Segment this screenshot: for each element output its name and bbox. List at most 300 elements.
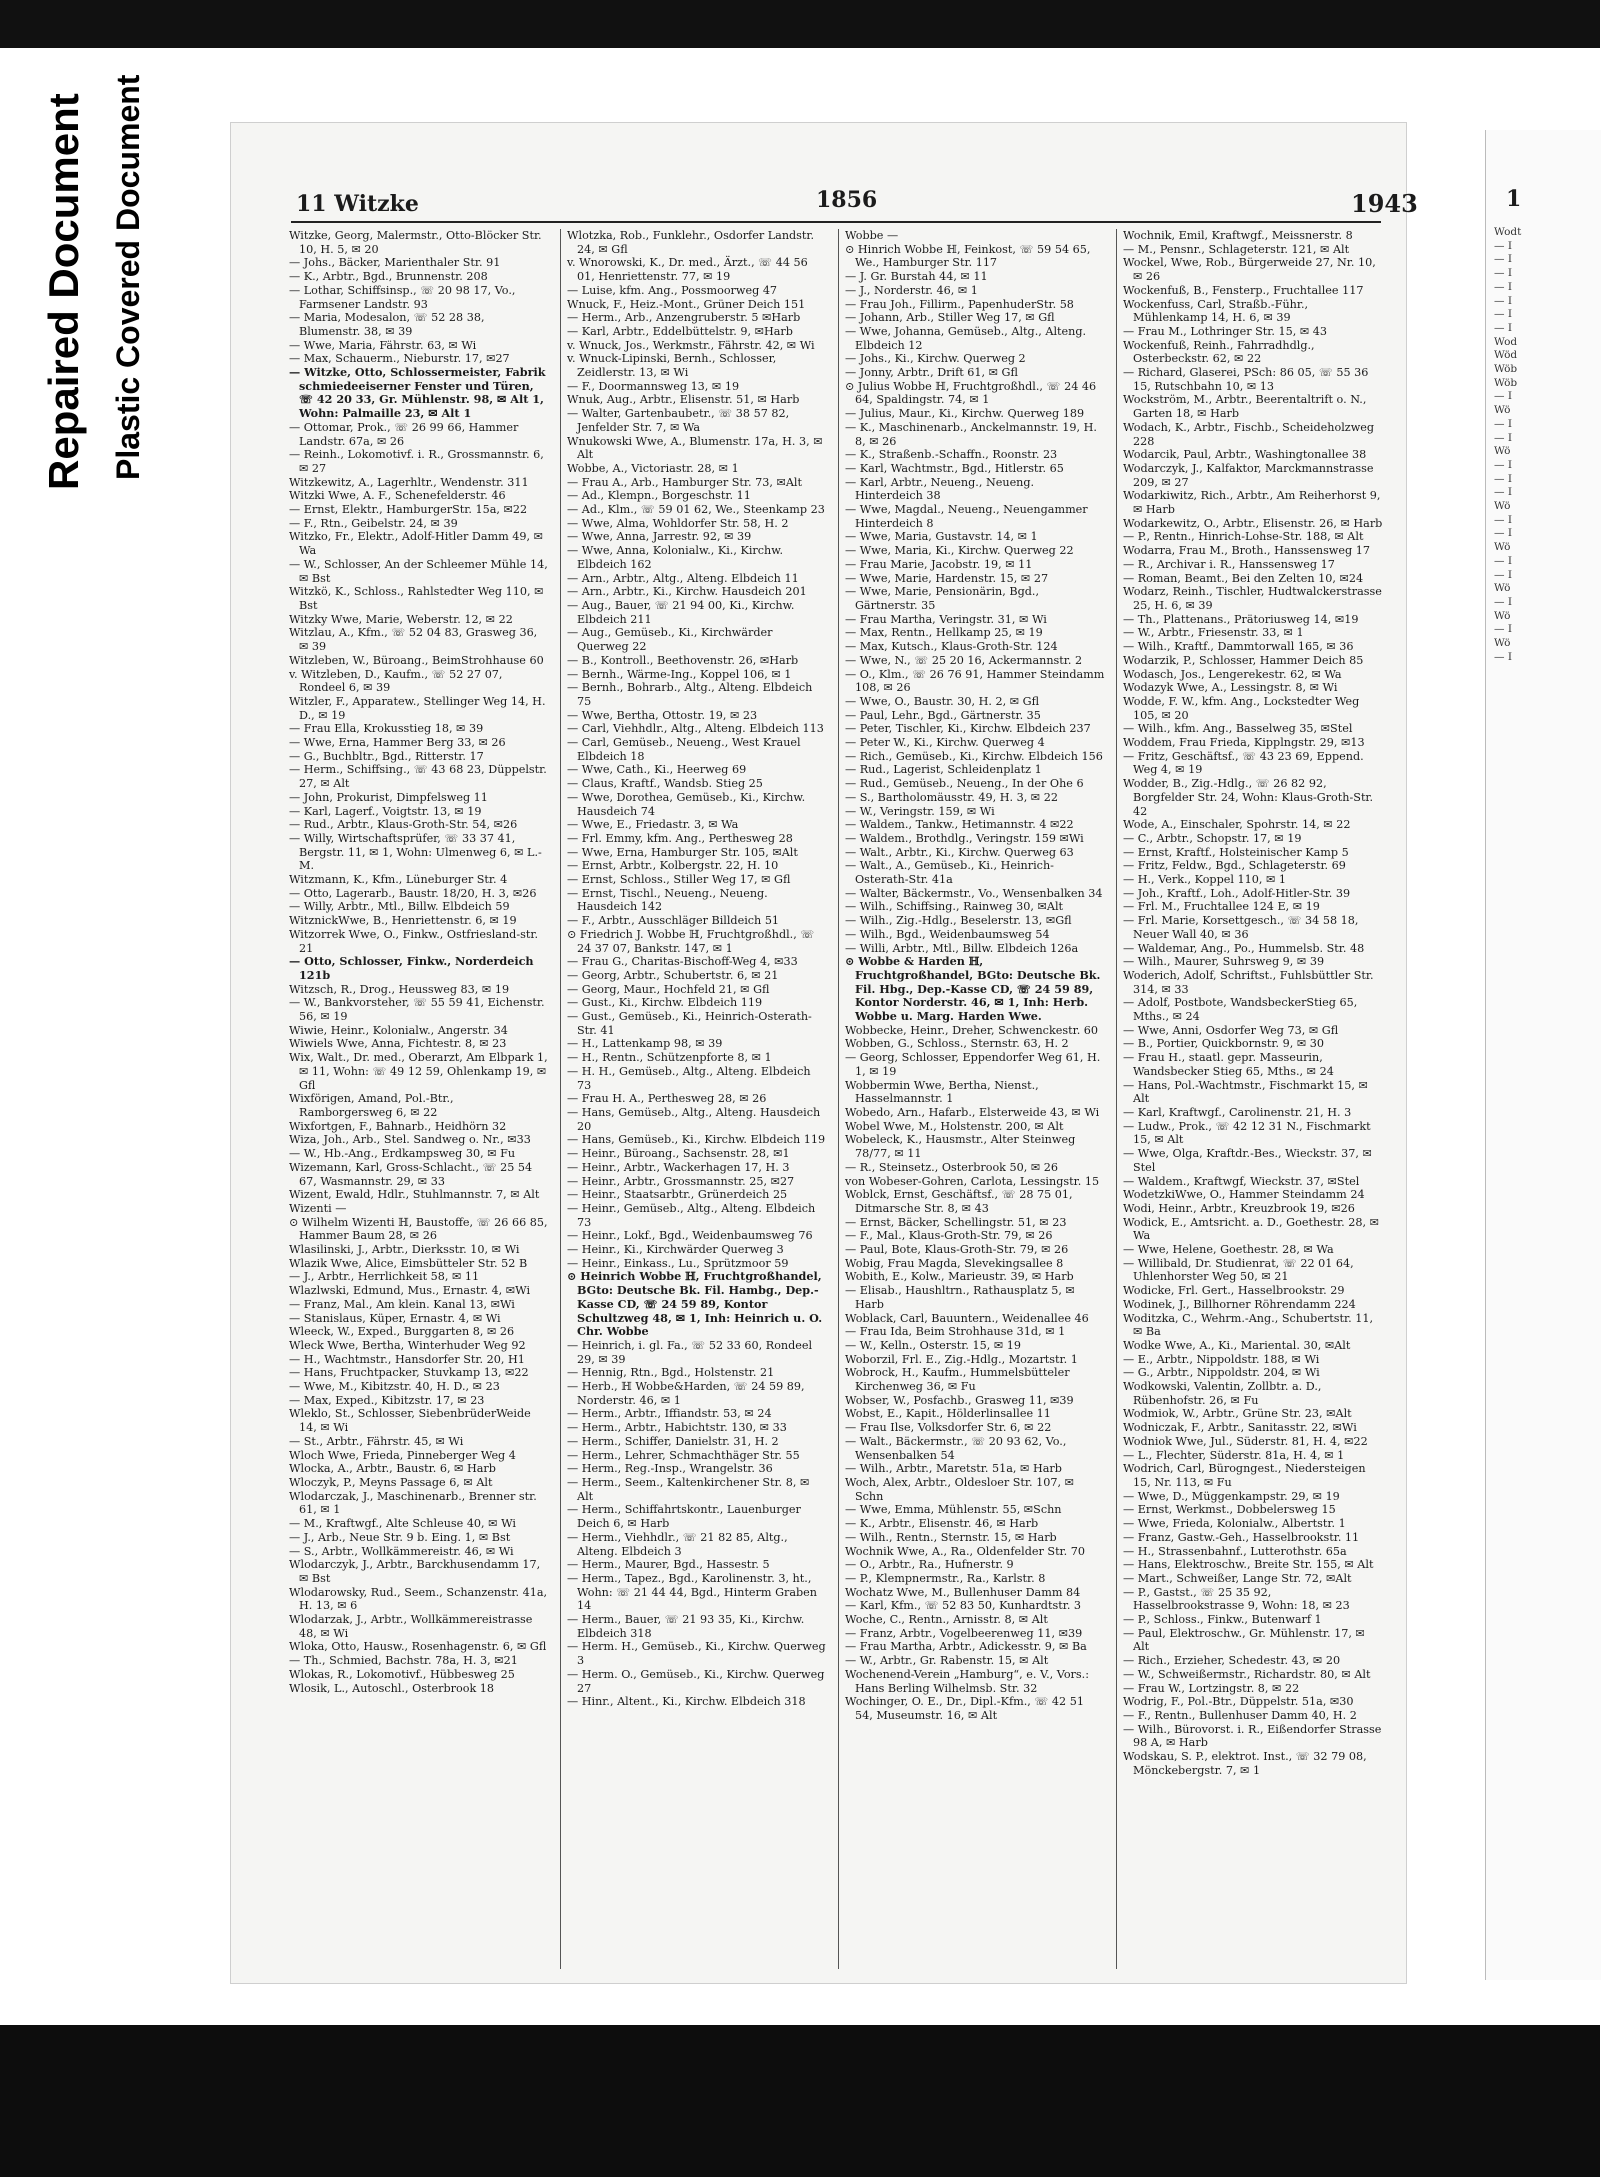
directory-entry: — Peter W., Ki., Kirchw. Querweg 4 [845, 736, 1045, 750]
directory-entry: Wodmiok, W., Arbtr., Grüne Str. 23, ✉Alt [1123, 1407, 1352, 1421]
directory-entry: — John, Prokurist, Dimpfelsweg 11 [289, 790, 488, 804]
directory-entry: — Ernst, Werkmst., Dobbelersweg 15 [1123, 1503, 1336, 1517]
directory-entry: — Waldem., Tankw., Hetimannstr. 4 ✉22 [845, 818, 1074, 832]
directory-entry: — Hans, Gemüseb., Altg., Alteng. Hausdeich 20 [567, 1106, 821, 1133]
directory-entry: — Wilh., Maurer, Suhrsweg 9, ✉ 39 [1123, 955, 1325, 969]
directory-entry: — Ad., Klm., ☏ 59 01 62, We., Steenkamp 23 [567, 503, 825, 517]
adjacent-entry-fragment: — I [1494, 486, 1512, 499]
directory-entry: — Georg, Arbtr., Schubertstr. 6, ✉ 21 [567, 968, 779, 982]
directory-entry: — Wwe, D., Müggenkampstr. 29, ✉ 19 [1123, 1489, 1340, 1503]
directory-entry: — G., Buchbltr., Bgd., Ritterstr. 17 [289, 749, 484, 763]
directory-entry: Wodskau, S. P., elektrot. Inst., ☏ 32 79 08, Mönckebergstr. 7, ✉ 1 [1123, 1750, 1367, 1777]
directory-entry: Wochnik Wwe, A., Ra., Oldenfelder Str. 70 [845, 1544, 1086, 1558]
directory-entry: Wockenfuß, B., Fensterp., Fruchtallee 117 [1123, 283, 1364, 297]
directory-entry: — Frl. Marie, Korsettgesch., ☏ 34 58 18, Neuer Wall 40, ✉ 36 [1123, 914, 1359, 941]
adjacent-entry-fragment: — I [1494, 513, 1512, 526]
directory-entry: — H. H., Gemüseb., Altg., Alteng. Elbdeich 73 [567, 1064, 811, 1092]
directory-entry: Wobbe — [845, 229, 899, 242]
directory-page [230, 122, 1418, 1984]
directory-entry: Wiwiels Wwe, Anna, Fichtestr. 8, ✉ 23 [289, 1037, 507, 1051]
directory-entry: — Claus, Kraftf., Wandsb. Stieg 25 [567, 777, 763, 791]
directory-entry: Witzsch, R., Drog., Heussweg 83, ✉ 19 [289, 982, 510, 996]
directory-entry: — Willy, Wirtschaftsprüfer, ☏ 33 37 41, Bergstr. 11, ✉ 1, Wohn: Ulmenweg 6, ✉ L.-M. [289, 831, 542, 873]
directory-entry: — Wwe, Cath., Ki., Heerweg 69 [567, 763, 747, 777]
directory-entry: Wochatz Wwe, M., Bullenhuser Damm 84 [845, 1585, 1081, 1599]
directory-entry: Wodarzik, P., Schlosser, Hammer Deich 85 [1123, 653, 1364, 667]
directory-entry: Wloczyk, P., Meyns Passage 6, ✉ Alt [289, 1475, 493, 1489]
directory-entry: ⊙ Wobbe & Harden ℍ, Fruchtgroßhandel, BGto: Deutsche Bk. Fil. Hbg., Dep.-Kasse CD, ☏ 24 59 89, Kontor Norderstr. 46, ✉ 1, Inh: Herb. Wobbe u. Marg. Harden Wwe. [845, 954, 1101, 1024]
directory-entry: — Wilh., Kraftf., Dammtorwall 165, ✉ 36 [1123, 640, 1354, 654]
directory-entry: — Walt., A., Gemüseb., Ki., Heinrich-Osterath-Str. 41a [845, 859, 1054, 887]
directory-entry: Woblck, Ernst, Geschäftsf., ☏ 28 75 01, Ditmarsche Str. 8, ✉ 43 [845, 1188, 1073, 1215]
directory-entry: — Frau Ida, Beim Strohhause 31d, ✉ 1 [845, 1325, 1066, 1339]
directory-entry: — G., Arbtr., Nippoldstr. 204, ✉ Wi [1123, 1366, 1320, 1380]
column-1 [289, 229, 549, 1969]
adjacent-page-edge [1485, 130, 1601, 1980]
repaired-document-label: Repaired Document [40, 93, 87, 490]
directory-entry: Wlokas, R., Lokomotivf., Hübbesweg 25 [289, 1667, 515, 1681]
directory-entry: Wixförigen, Amand, Pol.-Btr., Ramborgersweg 6, ✉ 22 [289, 1092, 454, 1119]
directory-entry: — Wwe, Anni, Osdorfer Weg 73, ✉ Gfl [1123, 1023, 1339, 1037]
directory-entry: Wlodarzak, J., Arbtr., Wollkämmereistrasse 48, ✉ Wi [289, 1613, 533, 1640]
adjacent-entry-fragment: Wodt [1494, 226, 1522, 238]
adjacent-entry-fragment: — I [1494, 623, 1512, 636]
adjacent-entry-fragment: Wö [1494, 500, 1511, 513]
directory-entry: — Willy, Arbtr., Mtl., Billw. Elbdeich 59 [289, 900, 510, 914]
adjacent-entry-fragment: — I [1494, 280, 1512, 293]
directory-entry: — Herm., Schiffsing., ☏ 43 68 23, Düppelstr. 27, ✉ Alt [289, 763, 547, 791]
directory-entry: — Frau Martha, Arbtr., Adickesstr. 9, ✉ Ba [845, 1640, 1087, 1654]
directory-entry: — Bernh., Wärme-Ing., Koppel 106, ✉ 1 [567, 667, 792, 681]
directory-entry: — S., Arbtr., Wollkämmereistr. 46, ✉ Wi [289, 1544, 514, 1558]
directory-entry: — Herm., Arbtr., Habichtstr. 130, ✉ 33 [567, 1421, 787, 1435]
directory-entry: — F., Rtn., Geibelstr. 24, ✉ 39 [289, 516, 458, 530]
directory-entry: ⊙ Wilhelm Wizenti ℍ, Baustoffe, ☏ 26 66 85, Hammer Baum 28, ✉ 26 [289, 1215, 548, 1243]
directory-entry: — Luise, kfm. Ang., Possmoorweg 47 [567, 283, 778, 297]
adjacent-entry-fragment: — I [1494, 431, 1512, 444]
directory-entry: — Karl, Kraftwgf., Carolinenstr. 21, H. 3 [1123, 1106, 1352, 1119]
directory-entry: Wodrig, F., Pol.-Btr., Düppelstr. 51a, ✉30 [1123, 1695, 1354, 1709]
directory-entry: — Carl, Viehhdlr., Altg., Alteng. Elbdeich 113 [567, 722, 824, 736]
directory-entry: — Herm. H., Gemüseb., Ki., Kirchw. Querweg 3 [567, 1640, 826, 1668]
header-year: 1856 [816, 187, 878, 213]
directory-entry: — Frau Ilse, Volksdorfer Str. 6, ✉ 22 [845, 1421, 1052, 1435]
directory-entry: — Heinr., Büroang., Sachsenstr. 28, ✉1 [567, 1147, 790, 1161]
directory-entry: — J., Norderstr. 46, ✉ 1 [845, 283, 978, 297]
directory-entry: — Herm., Reg.-Insp., Wrangelstr. 36 [567, 1462, 773, 1476]
directory-entry: Woche, C., Rentn., Arnisstr. 8, ✉ Alt [845, 1613, 1048, 1627]
header-page-number: 1943 [1351, 189, 1418, 218]
directory-entry: — Frau Martha, Veringstr. 31, ✉ Wi [845, 612, 1047, 626]
directory-entry: ⊙ Friedrich J. Wobbe ℍ, Fruchtgroßhdl., ☏ 24 37 07, Bankstr. 147, ✉ 1 [567, 927, 815, 955]
directory-entry: — Max, Schauerm., Nieburstr. 17, ✉27 [289, 352, 510, 366]
directory-entry: — Frau Marie, Jacobstr. 19, ✉ 11 [845, 557, 1033, 571]
directory-entry: — B., Portier, Quickbornstr. 9, ✉ 30 [1123, 1037, 1325, 1051]
directory-entry: — Wwe, E., Friedastr. 3, ✉ Wa [567, 818, 739, 832]
directory-entry: — Herm., Schiffer, Danielstr. 31, H. 2 [567, 1434, 779, 1448]
directory-entry: ⊙ Heinrich Wobbe ℍ, Fruchtgroßhandel, BGto: Deutsche Bk. Fil. Hambg., Dep.-Kasse CD, ☏ 24 59 89, Kontor Schultzweg 48, ✉ 1, Inh: Heinrich u. O. Chr. Wobbe [567, 1269, 823, 1339]
directory-entry: Wiza, Joh., Arb., Stel. Sandweg o. Nr., ✉33 [289, 1133, 531, 1147]
directory-entry: ⊙ Hinrich Wobbe ℍ, Feinkost, ☏ 59 54 65, We., Hamburger Str. 117 [845, 242, 1091, 270]
directory-entry: Witzorrek Wwe, O., Finkw., Ostfriesland-str. 21 [289, 927, 539, 955]
directory-entry: — Wwe, Bertha, Ottostr. 19, ✉ 23 [567, 708, 758, 722]
directory-entry: — Waldem., Brothdlg., Veringstr. 159 ✉Wi [845, 831, 1084, 845]
directory-entry: — K., Straßenb.-Schaffn., Roonstr. 23 [845, 448, 1058, 462]
directory-entry: Wodarra, Frau M., Broth., Hanssensweg 17 [1123, 544, 1370, 558]
directory-entry: — Wwe, Frieda, Kolonialw., Albertstr. 1 [1123, 1517, 1346, 1531]
directory-entry: Witzkewitz, A., Lagerhltr., Wendenstr. 311 [289, 475, 529, 489]
directory-entry: Wleklo, St., Schlosser, SiebenbrüderWeide 14, ✉ Wi [289, 1407, 531, 1435]
directory-entry: Wlazlwski, Edmund, Mus., Ernastr. 4, ✉Wi [289, 1284, 531, 1298]
directory-entry: — J. Gr. Burstah 44, ✉ 11 [845, 270, 988, 284]
directory-entry: Wode, A., Einschaler, Spohrstr. 14, ✉ 22 [1123, 818, 1351, 832]
directory-columns [289, 229, 1384, 1969]
directory-entry: Wodach, K., Arbtr., Fischb., Scheideholzweg 228 [1123, 420, 1375, 448]
directory-entry: Wobst, E., Kapit., Hölderlinsallee 11 [845, 1407, 1051, 1421]
directory-entry: Wobser, W., Posfachb., Grasweg 11, ✉39 [845, 1393, 1074, 1407]
directory-entry: — Willibald, Dr. Studienrat, ☏ 22 01 64, Uhlenhorster Weg 50, ✉ 21 [1123, 1256, 1354, 1284]
adjacent-entry-fragment: Wöb [1494, 376, 1518, 389]
directory-entry: Wodarczyk, J., Kalfaktor, Marckmannstrasse 209, ✉ 27 [1123, 461, 1374, 489]
directory-entry: Wodasch, Jos., Lengerekestr. 62, ✉ Wa [1123, 667, 1342, 681]
directory-entry: — Fritz, Feldw., Bgd., Schlageterstr. 69 [1123, 859, 1346, 873]
directory-entry: — Hans, Elektroschw., Breite Str. 155, ✉ Alt [1123, 1558, 1374, 1572]
directory-entry: — L., Flechter, Süderstr. 81a, H. 4, ✉ 1 [1123, 1448, 1345, 1462]
directory-entry: — Johs., Bäcker, Marienthaler Str. 91 [289, 256, 501, 270]
adjacent-entry-fragment: Wö [1494, 609, 1511, 622]
directory-entry: — Ernst, Tischl., Neueng., Neueng. Hausdeich 142 [567, 886, 768, 914]
directory-entry: — F., Mal., Klaus-Groth-Str. 79, ✉ 26 [845, 1229, 1053, 1243]
directory-entry: — Heinr., Ki., Kirchwärder Querweg 3 [567, 1243, 784, 1257]
directory-entry: Wodkowski, Valentin, Zollbtr. a. D., Rübenhofstr. 26, ✉ Fu [1123, 1380, 1322, 1407]
directory-entry: Wodazyk Wwe, A., Lessingstr. 8, ✉ Wi [1123, 681, 1338, 695]
directory-entry: — Aug., Bauer, ☏ 21 94 00, Ki., Kirchw. Elbdeich 211 [567, 598, 795, 626]
column-4 [1123, 229, 1383, 1969]
directory-entry: Wixfortgen, F., Bahnarb., Heidhörn 32 [289, 1119, 507, 1133]
directory-entry: — Joh., Kraftf., Loh., Adolf-Hitler-Str. 39 [1123, 886, 1351, 900]
directory-entry: Wochnik, Emil, Kraftwgf., Meissnerstr. 8 [1123, 229, 1353, 242]
directory-entry: Wockel, Wwe, Rob., Bürgerweide 27, Nr. 10, ✉ 26 [1123, 256, 1376, 284]
directory-entry: — Otto, Lagerarb., Baustr. 18/20, H. 3, ✉26 [289, 886, 537, 900]
directory-entry: — W., Kelln., Osterstr. 15, ✉ 19 [845, 1338, 1022, 1352]
directory-entry: — Ernst, Elektr., HamburgerStr. 15a, ✉22 [289, 503, 528, 517]
directory-entry: Witzky Wwe, Marie, Weberstr. 12, ✉ 22 [289, 612, 513, 626]
directory-entry: — Wwe, M., Kibitzstr. 40, H. D., ✉ 23 [289, 1380, 500, 1394]
directory-entry: — Rud., Gemüseb., Neueng., In der Ohe 6 [845, 777, 1084, 791]
directory-entry: Wobben, G., Schloss., Sternstr. 63, H. 2 [845, 1037, 1069, 1051]
adjacent-entry-fragment: — I [1494, 595, 1512, 608]
adjacent-entry-fragment: Wod [1494, 335, 1518, 348]
directory-entry: — Franz, Mal., Am klein. Kanal 13, ✉Wi [289, 1297, 515, 1311]
directory-entry: — S., Bartholomäusstr. 49, H. 3, ✉ 22 [845, 790, 1058, 804]
adjacent-entry-fragment: — I [1494, 308, 1512, 321]
directory-entry: — M., Pensnr., Schlageterstr. 121, ✉ Alt [1123, 242, 1350, 256]
directory-entry: — Waldemar, Ang., Po., Hummelsb. Str. 48 [1123, 941, 1365, 955]
adjacent-entry-fragment: Wöb [1494, 363, 1518, 376]
directory-entry: — W., Schweißermstr., Richardstr. 80, ✉ Alt [1123, 1667, 1371, 1681]
directory-entry: — Heinr., Staatsarbtr., Grünerdeich 25 [567, 1188, 788, 1202]
directory-entry: — H., Verk., Koppel 110, ✉ 1 [1123, 873, 1287, 887]
directory-entry: Wloch Wwe, Frieda, Pinneberger Weg 4 [289, 1448, 516, 1462]
directory-entry: — Gust., Ki., Kirchw. Elbdeich 119 [567, 996, 763, 1010]
directory-entry: — R., Archivar i. R., Hanssensweg 17 [1123, 557, 1335, 571]
directory-entry: Wodarkiwitz, Rich., Arbtr., Am Reiherhorst 9, ✉ Harb [1123, 489, 1381, 517]
directory-entry: — Hinr., Altent., Ki., Kirchw. Elbdeich 318 [567, 1695, 806, 1709]
directory-entry: — Hennig, Rtn., Bgd., Holstenstr. 21 [567, 1366, 775, 1380]
adjacent-entry-fragment: — I [1494, 472, 1512, 485]
directory-entry: — Ludw., Prok., ☏ 42 12 31 N., Fischmarkt 15, ✉ Alt [1123, 1119, 1371, 1147]
directory-entry: — Wwe, Marie, Pensionärin, Bgd., Gärtnerstr. 35 [845, 585, 1040, 612]
directory-entry: Wobbe, A., Victoriastr. 28, ✉ 1 [567, 461, 739, 475]
directory-entry: — Hans, Pol.-Wachtmstr., Fischmarkt 15, ✉ Alt [1123, 1078, 1368, 1106]
directory-entry: — Karl, Arbtr., Eddelbüttelstr. 9, ✉Harb [567, 324, 793, 338]
directory-entry: — Wwe, Johanna, Gemüseb., Altg., Alteng. Elbdeich 12 [845, 324, 1087, 352]
directory-entry: Wodrich, Carl, Bürogngest., Niedersteigen 15, Nr. 113, ✉ Fu [1123, 1462, 1366, 1489]
directory-entry: Woch, Alex, Arbtr., Oldesloer Str. 107, ✉ Schn [845, 1475, 1074, 1503]
directory-entry: — W., Schlosser, An der Schleemer Mühle 14, ✉ Bst [289, 557, 548, 585]
page-header [231, 123, 1418, 233]
directory-entry: — Paul, Lehr., Bgd., Gärtnerstr. 35 [845, 708, 1041, 722]
directory-entry: v. Wnuck, Jos., Werkmstr., Fährstr. 42, ✉ Wi [567, 338, 815, 352]
directory-entry: — Rich., Gemüseb., Ki., Kirchw. Elbdeich 156 [845, 749, 1103, 763]
directory-entry: — K., Maschinenarb., Anckelmannstr. 19, H. 8, ✉ 26 [845, 420, 1097, 448]
directory-entry: Wloka, Otto, Hausw., Rosenhagenstr. 6, ✉ Gfl [289, 1640, 547, 1654]
directory-entry: — Wwe, N., ☏ 25 20 16, Ackermannstr. 2 [845, 653, 1083, 667]
directory-entry: — B., Kontroll., Beethovenstr. 26, ✉Harb [567, 653, 799, 667]
adjacent-entry-fragment: Wö [1494, 637, 1511, 650]
directory-entry: — Karl, Lagerf., Voigtstr. 13, ✉ 19 [289, 804, 482, 818]
directory-entry: Wlodarowsky, Rud., Seem., Schanzenstr. 41a, H. 13, ✉ 6 [289, 1585, 548, 1613]
directory-entry: Wochinger, O. E., Dr., Dipl.-Kfm., ☏ 42 51 54, Museumstr. 16, ✉ Alt [845, 1695, 1084, 1722]
adjacent-entry-fragment: — I [1494, 294, 1512, 307]
directory-entry: — Herb., ℍ Wobbe&Harden, ☏ 24 59 89, Norderstr. 46, ✉ 1 [567, 1380, 805, 1407]
directory-entry: — Heinr., Arbtr., Wackerhagen 17, H. 3 [567, 1160, 790, 1174]
directory-entry: — Frau H., staatl. gepr. Masseurin, Wandsbecker Stieg 65, Mths., ✉ 24 [1123, 1051, 1334, 1078]
directory-entry: Wodinek, J., Billhorner Röhrendamm 224 [1123, 1297, 1356, 1311]
directory-entry: — Georg, Schlosser, Eppendorfer Weg 61, H. 1, ✉ 19 [845, 1051, 1101, 1078]
directory-entry: — Walter, Gartenbaubetr., ☏ 38 57 82, Jenfelder Str. 7, ✉ Wa [567, 407, 790, 434]
directory-entry: Wodniczak, F., Arbtr., Sanitasstr. 22, ✉Wi [1123, 1421, 1357, 1435]
directory-entry: Wockenfuß, Reinh., Fahrradhdlg., Osterbeckstr. 62, ✉ 22 [1123, 338, 1315, 366]
directory-entry: — Witzke, Otto, Schlossermeister, Fabrik schmiedeeiserner Fenster und Türen, ☏ 42 20 33, Gr. Mühlenstr. 98, ✉ Alt 1, Wohn: Palmaille 23, ✉ Alt 1 [289, 365, 546, 421]
directory-entry: — Ernst, Bäcker, Schellingstr. 51, ✉ 23 [845, 1215, 1067, 1229]
directory-entry: — Wwe, Marie, Hardenstr. 15, ✉ 27 [845, 571, 1049, 585]
directory-entry: — H., Strassenbahnf., Lutterothstr. 65a [1123, 1544, 1347, 1558]
directory-entry: — Walt., Bäckermstr., ☏ 20 93 62, Vo., Wensenbalken 54 [845, 1434, 1067, 1462]
directory-entry: — Willi, Arbtr., Mtl., Billw. Elbdeich 126a [845, 941, 1079, 955]
adjacent-page-column [1494, 226, 1594, 665]
directory-entry: Wizenti — [289, 1201, 347, 1215]
directory-entry: — Frau W., Lortzingstr. 8, ✉ 22 [1123, 1681, 1300, 1695]
directory-entry: — Ernst, Kraftf., Holsteinischer Kamp 5 [1123, 845, 1349, 859]
directory-entry: Wlazik Wwe, Alice, Eimsbütteler Str. 52 B [289, 1256, 528, 1270]
scan-top-band [0, 0, 1600, 48]
directory-entry: Wodke Wwe, A., Ki., Mariental. 30, ✉Alt [1123, 1338, 1351, 1352]
directory-entry: — Wilh., Bgd., Weidenbaumsweg 54 [845, 927, 1050, 941]
directory-entry: Wlosik, L., Autoschl., Osterbrook 18 [289, 1681, 495, 1695]
directory-entry: Woderich, Adolf, Schriftst., Fuhlsbüttler Str. 314, ✉ 33 [1123, 968, 1374, 996]
adjacent-entry-fragment: — I [1494, 554, 1512, 567]
adjacent-entry-fragment: — I [1494, 267, 1512, 280]
directory-entry: Woblack, Carl, Bauuntern., Weidenallee 46 [845, 1311, 1089, 1325]
directory-entry: Witzmann, K., Kfm., Lüneburger Str. 4 [289, 873, 508, 887]
directory-entry: — Ad., Klempn., Borgeschstr. 11 [567, 489, 751, 503]
directory-entry: — Frau H. A., Perthesweg 28, ✉ 26 [567, 1092, 767, 1106]
directory-entry: — E., Arbtr., Nippoldstr. 188, ✉ Wi [1123, 1352, 1320, 1366]
directory-entry: — Frau M., Lothringer Str. 15, ✉ 43 [1123, 324, 1327, 338]
directory-entry: — Stanislaus, Küper, Ernastr. 4, ✉ Wi [289, 1311, 501, 1325]
directory-entry: Wlodarczak, J., Maschinenarb., Brenner str. 61, ✉ 1 [289, 1489, 537, 1517]
directory-entry: — Paul, Bote, Klaus-Groth-Str. 79, ✉ 26 [845, 1243, 1069, 1257]
directory-entry: Woditzka, C., Wehrm.-Ang., Schubertstr. 11, ✉ Ba [1123, 1311, 1374, 1339]
directory-entry: — Wwe, O., Baustr. 30, H. 2, ✉ Gfl [845, 694, 1040, 708]
directory-entry: — Georg, Maur., Hochfeld 21, ✉ Gfl [567, 982, 770, 996]
directory-entry: — Wilh., kfm. Ang., Basselweg 35, ✉Stel [1123, 722, 1353, 736]
directory-entry: — Wwe, Olga, Kraftdr.-Bes., Wieckstr. 37, ✉ Stel [1123, 1147, 1372, 1174]
directory-entry: Wizemann, Karl, Gross-Schlacht., ☏ 25 54 67, Wasmannstr. 29, ✉ 33 [289, 1160, 533, 1188]
directory-entry: — St., Arbtr., Fährstr. 45, ✉ Wi [289, 1434, 464, 1448]
directory-entry: — Wilh., Schiffsing., Rainweg 30, ✉Alt [845, 900, 1064, 914]
directory-entry: — Johs., Ki., Kirchw. Querweg 2 [845, 352, 1026, 366]
column-divider [1116, 229, 1117, 1969]
directory-entry: — Carl, Gemüseb., Neueng., West Krauel Elbdeich 18 [567, 736, 801, 763]
directory-entry: — Jonny, Arbtr., Drift 61, ✉ Gfl [845, 366, 1018, 380]
column-divider [560, 229, 561, 1969]
directory-entry: — Frau A., Arb., Hamburger Str. 73, ✉Alt [567, 475, 802, 489]
directory-entry: — Karl, Kfm., ☏ 52 83 50, Kunhardtstr. 3 [845, 1599, 1082, 1613]
directory-entry: Woborzil, Frl. E., Zig.-Hdlg., Mozartstr. 1 [845, 1352, 1078, 1366]
directory-entry: — W., Veringstr. 159, ✉ Wi [845, 804, 995, 818]
adjacent-entry-fragment: — I [1494, 568, 1512, 581]
directory-entry: Wodder, B., Zig.-Hdlg., ☏ 26 82 92, Borgfelder Str. 24, Wohn: Klaus-Groth-Str. 42 [1123, 777, 1374, 818]
directory-entry: — Herm., Arbtr., Iffiandstr. 53, ✉ 24 [567, 1407, 772, 1421]
directory-entry: Wnukowski Wwe, A., Blumenstr. 17a, H. 3, ✉ Alt [567, 434, 823, 462]
column-divider [838, 229, 839, 1969]
adjacent-entry-fragment: — I [1494, 321, 1512, 334]
directory-entry: — W., Arbtr., Friesenstr. 33, ✉ 1 [1123, 626, 1304, 640]
directory-entry: — Wwe, Alma, Wohldorfer Str. 58, H. 2 [567, 516, 789, 530]
directory-entry: Wodicke, Frl. Gert., Hasselbrookstr. 29 [1123, 1284, 1345, 1298]
directory-entry: — Heinr., Lokf., Bgd., Weidenbaumsweg 76 [567, 1229, 813, 1243]
adjacent-entry-fragment: Wö [1494, 404, 1511, 417]
directory-entry: — Frl. M., Fruchtallee 124 E, ✉ 19 [1123, 900, 1320, 914]
directory-entry: — Rud., Arbtr., Klaus-Groth-Str. 54, ✉26 [289, 818, 518, 832]
directory-entry: — Wwe, Maria, Ki., Kirchw. Querweg 22 [845, 544, 1074, 558]
directory-entry: — Julius, Maur., Ki., Kirchw. Querweg 189 [845, 407, 1085, 421]
directory-entry: — Frau Ella, Krokusstieg 18, ✉ 39 [289, 722, 484, 736]
directory-entry: — Wwe, Emma, Mühlenstr. 55, ✉Schn [845, 1503, 1062, 1517]
directory-entry: Wlodarczyk, J., Arbtr., Barckhusendamm 17, ✉ Bst [289, 1558, 541, 1585]
directory-entry: — Maria, Modesalon, ☏ 52 28 38, Blumenstr. 38, ✉ 39 [289, 311, 485, 338]
directory-entry: — Hans, Gemüseb., Ki., Kirchw. Elbdeich 119 [567, 1133, 826, 1147]
directory-entry: Wodarcik, Paul, Arbtr., Washingtonallee 38 [1123, 448, 1367, 462]
directory-entry: — Arn., Arbtr., Ki., Kirchw. Hausdeich 201 [567, 585, 807, 599]
directory-entry: Wockenfuss, Carl, Straßb.-Führ., Mühlenkamp 14, H. 6, ✉ 39 [1123, 297, 1309, 325]
directory-entry: — Max, Exped., Kibitzstr. 17, ✉ 23 [289, 1393, 485, 1407]
directory-entry: — Wwe, Erna, Hamburger Str. 105, ✉Alt [567, 845, 798, 859]
directory-entry: — Frau G., Charitas-Bischoff-Weg 4, ✉33 [567, 955, 798, 969]
directory-entry: — Heinr., Gemüseb., Altg., Alteng. Elbdeich 73 [567, 1201, 816, 1229]
directory-entry: — Rich., Erzieher, Schedestr. 43, ✉ 20 [1123, 1654, 1341, 1668]
directory-entry: — J., Arbtr., Herrlichkeit 58, ✉ 11 [289, 1270, 480, 1284]
directory-entry: — W., Arbtr., Gr. Rabenstr. 15, ✉ Alt [845, 1654, 1049, 1668]
directory-entry: — Herm., Arb., Anzengruberstr. 5 ✉Harb [567, 311, 801, 325]
directory-entry: Wnuk, Aug., Arbtr., Elisenstr. 51, ✉ Harb [567, 393, 800, 407]
directory-entry: — Herm., Maurer, Bgd., Hassestr. 5 [567, 1558, 770, 1572]
directory-entry: — Peter, Tischler, Ki., Kirchw. Elbdeich 237 [845, 722, 1091, 736]
adjacent-entry-fragment: Wö [1494, 445, 1511, 458]
directory-entry: Wodick, E., Amtsricht. a. D., Goethestr. 28, ✉ Wa [1123, 1215, 1379, 1243]
plastic-covered-label: Plastic Covered Document [110, 74, 146, 480]
directory-entry: — K., Arbtr., Bgd., Brunnenstr. 208 [289, 270, 488, 284]
directory-entry: Wizent, Ewald, Hdlr., Stuhlmannstr. 7, ✉ Alt [289, 1188, 540, 1202]
directory-entry: Woddem, Frau Frieda, Kipplngstr. 29, ✉13 [1123, 736, 1365, 750]
directory-entry: — H., Rentn., Schützenpforte 8, ✉ 1 [567, 1051, 772, 1065]
directory-entry: — Mart., Schweißer, Lange Str. 72, ✉Alt [1123, 1571, 1352, 1585]
directory-entry: — Walt., Arbtr., Ki., Kirchw. Querweg 63 [845, 845, 1074, 859]
directory-entry: — Ottomar, Prok., ☏ 26 99 66, Hammer Landstr. 67a, ✉ 26 [289, 420, 519, 448]
directory-entry: Wobedo, Arn., Hafarb., Elsterweide 43, ✉ Wi [845, 1106, 1100, 1119]
directory-entry: — Bernh., Bohrarb., Altg., Alteng. Elbdeich 75 [567, 681, 813, 708]
directory-entry: — Wwe, Anna, Jarrestr. 92, ✉ 39 [567, 530, 752, 544]
directory-entry: — Roman, Beamt., Bei den Zelten 10, ✉24 [1123, 571, 1364, 585]
directory-entry: — Reinh., Lokomotivf. i. R., Grossmannstr. 6, ✉ 27 [289, 448, 544, 475]
adjacent-entry-fragment: Wö [1494, 541, 1511, 554]
directory-entry: — Aug., Gemüseb., Ki., Kirchwärder Querweg 22 [567, 626, 773, 654]
directory-entry: Wlocka, A., Arbtr., Baustr. 6, ✉ Harb [289, 1462, 496, 1476]
directory-entry: — Wilh., Zig.-Hdlg., Beselerstr. 13, ✉Gfl [845, 914, 1072, 928]
directory-entry: — Johann, Arb., Stiller Weg 17, ✉ Gfl [845, 311, 1055, 325]
directory-entry: — Wwe, Dorothea, Gemüseb., Ki., Kirchw. Hausdeich 74 [567, 790, 806, 818]
directory-entry: Wobith, E., Kolw., Marieustr. 39, ✉ Harb [845, 1270, 1074, 1284]
directory-entry: — F., Rentn., Bullenhuser Damm 40, H. 2 [1123, 1708, 1357, 1722]
directory-entry: — K., Arbtr., Elisenstr. 46, ✉ Harb [845, 1517, 1039, 1531]
directory-entry: WodetzkiWwe, O., Hammer Steindamm 24 [1123, 1188, 1365, 1202]
directory-entry: — Wwe, Maria, Fährstr. 63, ✉ Wi [289, 338, 477, 352]
directory-entry: Wodniok Wwe, Jul., Süderstr. 81, H. 4, ✉22 [1123, 1434, 1368, 1448]
scan-bottom-band [0, 2025, 1600, 2177]
directory-entry: Wlotzka, Rob., Funklehr., Osdorfer Landstr. 24, ✉ Gfl [567, 229, 815, 256]
directory-entry: — J., Arb., Neue Str. 9 b. Eing. 1, ✉ Bst [289, 1530, 511, 1544]
adjacent-entry-fragment: — I [1494, 417, 1512, 430]
directory-entry: — Otto, Schlosser, Finkw., Norderdeich 121b [289, 954, 534, 982]
directory-entry: — Fritz, Geschäftsf., ☏ 43 23 69, Eppend. Weg 4, ✉ 19 [1123, 749, 1364, 777]
directory-entry: ⊙ Julius Wobbe ℍ, Fruchtgroßhdl., ☏ 24 46 64, Spaldingstr. 74, ✉ 1 [845, 379, 1097, 407]
directory-entry: — R., Steinsetz., Osterbrook 50, ✉ 26 [845, 1160, 1059, 1174]
directory-entry: — Heinrich, i. gl. Fa., ☏ 52 33 60, Rondeel 29, ✉ 39 [567, 1338, 813, 1366]
directory-entry: — Heinr., Einkass., Lu., Sprützmoor 59 [567, 1256, 789, 1270]
directory-entry: — Rud., Lagerist, Schleidenplatz 1 [845, 763, 1042, 777]
directory-entry: — Wwe, Anna, Kolonialw., Ki., Kirchw. Elbdeich 162 [567, 544, 784, 571]
directory-entry: — P., Klempnermstr., Ra., Karlstr. 8 [845, 1571, 1046, 1585]
adjacent-entry-fragment: — I [1494, 458, 1512, 471]
header-rule [291, 221, 1381, 223]
directory-entry: — Arn., Arbtr., Altg., Alteng. Elbdeich 11 [567, 571, 799, 585]
directory-entry: — Frau Joh., Fillirm., PapenhuderStr. 58 [845, 297, 1074, 311]
column-2 [567, 229, 827, 1969]
directory-entry: — P., Schloss., Finkw., Butenwarf 1 [1123, 1613, 1322, 1627]
directory-entry: — Wwe, Maria, Gustavstr. 14, ✉ 1 [845, 530, 1038, 544]
directory-entry: von Wobeser-Gohren, Carlota, Lessingstr. 15 [845, 1174, 1100, 1188]
directory-entry: Wiwie, Heinr., Kolonialw., Angerstr. 34 [289, 1023, 508, 1037]
directory-entry: — Richard, Glaserei, PSch: 86 05, ☏ 55 36 15, Rutschbahn 10, ✉ 13 [1123, 366, 1369, 393]
adjacent-entry-fragment: — I [1494, 390, 1512, 403]
directory-entry: — Elisab., Haushltrn., Rathausplatz 5, ✉ Harb [845, 1284, 1075, 1311]
directory-entry: v. Wnorowski, K., Dr. med., Ärzt., ☏ 44 56 01, Henriettenstr. 77, ✉ 19 [567, 256, 808, 284]
directory-entry: — F., Arbtr., Ausschläger Billdeich 51 [567, 914, 780, 928]
directory-entry: Wleeck, W., Exped., Burggarten 8, ✉ 26 [289, 1325, 515, 1339]
directory-entry: — Herm. O., Gemüseb., Ki., Kirchw. Querweg 27 [567, 1667, 825, 1695]
